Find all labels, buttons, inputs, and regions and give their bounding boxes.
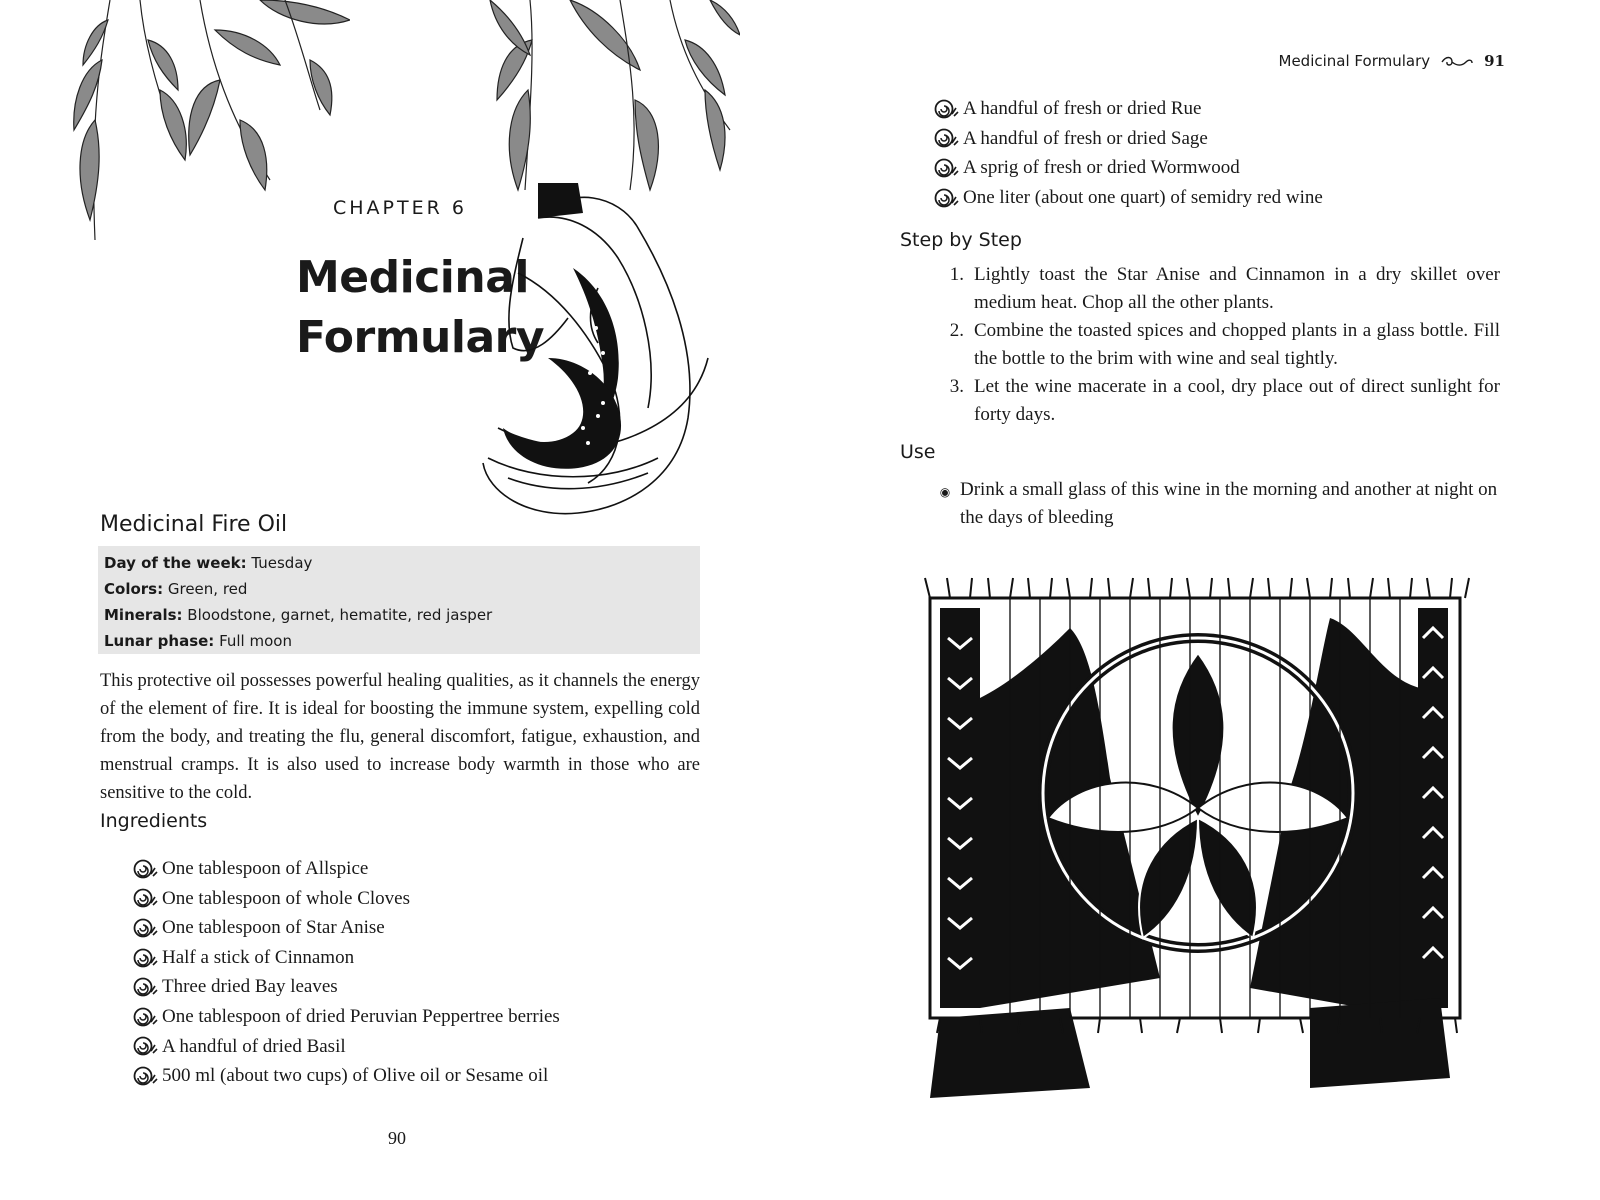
step-number: 2. (949, 320, 964, 341)
ingredient-text: One tablespoon of Star Anise (162, 917, 385, 939)
spiral-hand-icon (933, 98, 963, 120)
info-value: Green, red (163, 580, 248, 598)
spiral-hand-icon (132, 917, 162, 939)
swirl-icon (1440, 54, 1474, 68)
info-value: Bloodstone, garnet, hematite, red jasper (182, 606, 493, 624)
list-item (132, 1061, 560, 1091)
use-heading: Use (900, 441, 936, 463)
list-item (933, 94, 1323, 124)
ingredient-text: 500 ml (about two cups) of Olive oil or Sesame oil (162, 1065, 549, 1087)
spiral-hand-icon (933, 127, 963, 149)
step-text: Combine the toasted spices and chopped plants in a glass bottle. Fill the bottle to the brim with wine and seal tightly. (974, 320, 1500, 369)
ingredients-heading: Ingredients (100, 810, 208, 832)
list-item (132, 1032, 560, 1062)
woman-pouring-water-illustration (478, 178, 733, 523)
spiral-hand-icon (933, 157, 963, 179)
willow-leaves-illustration (70, 0, 350, 250)
info-key: Day of the week: (104, 554, 247, 572)
intro-paragraph: This protective oil possesses powerful healing qualities, as it channels the energy of the element of fire. It is ideal for boosting the immune system, expelling cold from the body, and treating the flu, general discomfort, fatigue, exhaustion, and menstrual cramps. It is also used to increase body warmth in those who are sensitive to the cold. (100, 671, 700, 803)
ingredient-text: Three dried Bay leaves (162, 976, 338, 998)
correspondences-box (98, 546, 700, 654)
info-key: Colors: (104, 580, 164, 598)
chapter-label: CHAPTER 6 (333, 197, 467, 219)
ingredient-text: One tablespoon of Allspice (162, 858, 369, 879)
step-item (930, 261, 1500, 317)
willow-leaves-illustration (470, 0, 740, 200)
list-item (132, 1002, 560, 1032)
list-item (933, 124, 1323, 154)
info-row (104, 602, 694, 628)
ingredient-text: One tablespoon of dried Peruvian Peppertree berries (162, 1005, 560, 1027)
ingredient-text: One liter (about one quart) of semidry red wine (963, 186, 1323, 208)
spiral-hand-icon (933, 187, 963, 209)
steps-heading: Step by Step (900, 229, 1022, 251)
ingredient-text: A handful of fresh or dried Sage (963, 127, 1208, 149)
list-item (132, 943, 560, 973)
ingredient-text: One tablespoon of whole Cloves (162, 887, 411, 909)
step-item (930, 373, 1500, 429)
step-text: Let the wine macerate in a cool, dry place out of direct sunlight for forty days. (974, 376, 1500, 425)
info-row (104, 628, 694, 654)
spiral-hand-icon (132, 1065, 162, 1087)
list-item (132, 913, 560, 943)
running-head-title: Medicinal Formulary (1278, 52, 1431, 70)
ingredient-text: A handful of fresh or dried Rue (963, 98, 1202, 119)
list-item (933, 183, 1323, 213)
info-value: Full moon (214, 632, 292, 650)
list-item (132, 884, 560, 914)
chapter-title-line: Medicinal (296, 252, 529, 303)
step-number: 1. (949, 264, 964, 285)
info-value: Tuesday (246, 554, 313, 572)
info-key: Lunar phase: (104, 632, 215, 650)
ingredient-text: A handful of dried Basil (162, 1035, 346, 1057)
spiral-hand-icon (132, 887, 162, 909)
list-item (933, 153, 1323, 183)
use-text: Drink a small glass of this wine in the morning and another at night on the days of bleeding (960, 479, 1498, 528)
list-item (132, 972, 560, 1002)
spiral-hand-icon (132, 1035, 162, 1057)
chapter-title-line: Formulary (296, 312, 545, 363)
info-row (104, 576, 694, 602)
loom-weaving-illustration (920, 568, 1480, 1098)
spiral-hand-icon (132, 947, 162, 969)
ingredient-text: Half a stick of Cinnamon (162, 946, 355, 968)
steps-list (930, 261, 1500, 429)
use-item (930, 476, 1500, 532)
step-item (930, 317, 1500, 373)
page-number: 91 (1484, 52, 1505, 70)
step-number: 3. (949, 376, 964, 397)
ingredient-text: A sprig of fresh or dried Wormwood (963, 157, 1240, 179)
recipe-title: Medicinal Fire Oil (100, 512, 288, 537)
dot-circle-icon: ◉ (939, 485, 951, 499)
ingredients-list (933, 94, 1323, 212)
page-number: 90 (388, 1128, 406, 1148)
step-text: Lightly toast the Star Anise and Cinnamon in a dry skillet over medium heat. Chop all the other plants. (974, 264, 1500, 313)
spiral-hand-icon (132, 1006, 162, 1028)
ingredients-list (132, 854, 560, 1091)
spiral-hand-icon (132, 976, 162, 998)
list-item (132, 854, 560, 884)
info-row (104, 550, 694, 576)
spiral-hand-icon (132, 858, 162, 880)
running-head (1279, 52, 1505, 70)
info-key: Minerals: (104, 606, 183, 624)
